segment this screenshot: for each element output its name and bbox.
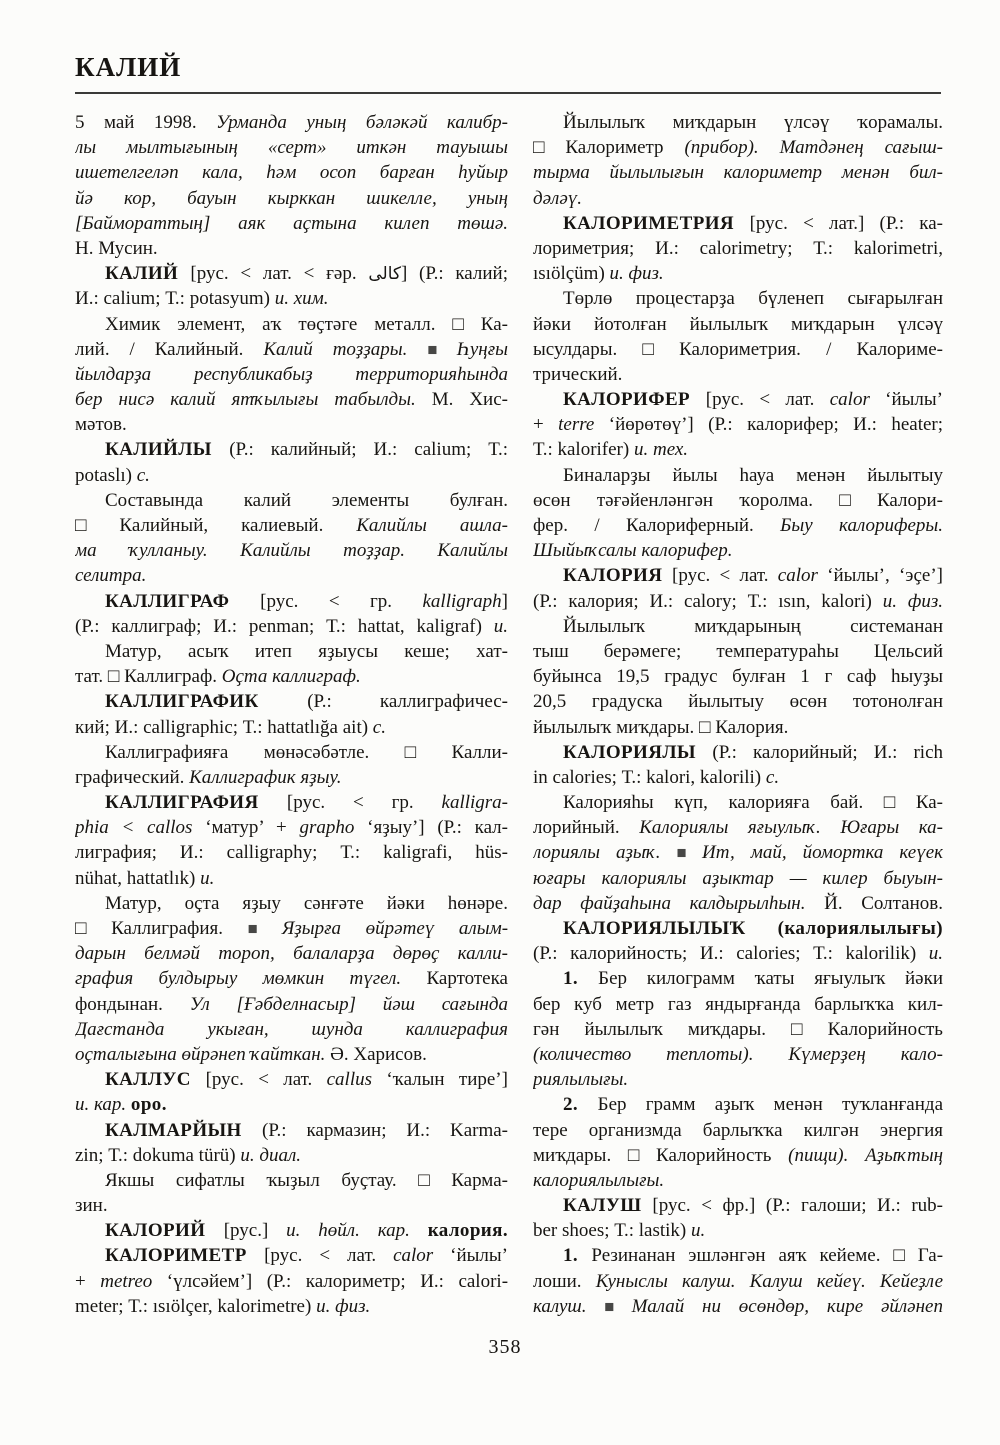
text-line xyxy=(75,186,508,211)
header-rule xyxy=(75,92,941,94)
text-segment: гән йылылыҡ миҡдары. □ Калорийность xyxy=(533,1018,943,1040)
text-segment: Яҙырға өйрәтеү алым- xyxy=(281,918,508,939)
text-segment: □ Каллиграфия. xyxy=(75,918,248,939)
text-line xyxy=(533,614,943,639)
text-segment: дар файҙаһына калдырылһын. xyxy=(533,892,825,914)
text-line xyxy=(533,1193,943,1218)
text-segment: бер нисә калий ятҡылығы табылды. xyxy=(75,389,432,411)
text-segment: КАЛЛИГРАФ xyxy=(105,590,261,612)
text-line xyxy=(75,715,508,740)
text-line xyxy=(533,312,943,337)
text-line xyxy=(75,236,508,261)
text-segment: 5 май 1998. xyxy=(75,112,217,133)
text-segment: оро. xyxy=(130,1094,167,1116)
text-segment: КАЛЛИГРАФИК xyxy=(105,691,308,713)
text-segment: 1. xyxy=(563,1245,592,1267)
text-segment: in calories; Т.: kalori, kalorili) xyxy=(533,766,766,788)
text-segment: Бер грамм аҙыҡ менән туҡланғанда xyxy=(597,1094,943,1116)
text-line xyxy=(75,891,508,916)
text-segment: Матур, оҫта яҙыу сәнғәте йәки һөнәре. xyxy=(105,892,508,914)
text-segment: Йылылыҡ миҡдарының системанан xyxy=(563,615,943,637)
text-segment: ‘йылы’, ‘эҫе’] xyxy=(827,565,943,587)
text-segment: zin; Т.: dokuma türü) xyxy=(75,1144,241,1166)
text-segment: (Р.: калория; И.: calory; Т.: ısın, kalori) xyxy=(533,590,883,612)
text-segment: Каллиграфияға мөнәсәбәтле. □ Калли- xyxy=(105,741,508,763)
text-line xyxy=(75,312,508,337)
text-segment: (пищи). Аҙыҡтың xyxy=(788,1144,943,1166)
text-segment: [рус. < лат. xyxy=(705,389,830,411)
text-line xyxy=(533,1168,943,1193)
text-segment: [рус. < гр. xyxy=(260,590,423,612)
text-line xyxy=(75,689,508,714)
text-segment: калория. xyxy=(427,1220,508,1242)
text-line xyxy=(533,790,943,815)
text-line xyxy=(533,639,943,664)
text-line xyxy=(75,538,508,563)
text-segment: ‘йөрөтөү’] (Р.: калорифер; И.: heater; xyxy=(608,414,943,436)
text-segment: лориялы аҙыҡ. xyxy=(533,842,677,864)
text-segment: (Р.: кармазин; И.: Karma- xyxy=(262,1119,508,1141)
text-line xyxy=(533,362,943,387)
text-segment: Быу калориферы. xyxy=(780,515,943,536)
text-segment: [рус. < лат.] (Р.: ка- xyxy=(749,212,943,234)
text-line xyxy=(75,412,508,437)
text-segment: КАЛОРИЯЛЫЛЫҠ (калориялылығы) xyxy=(563,918,943,939)
text-segment: (количество теплоты). Күмерҙең кало- xyxy=(533,1043,943,1065)
dictionary-column-left xyxy=(75,110,508,1319)
text-line xyxy=(75,1118,508,1143)
text-segment: (Р.: калийный; И.: calium; Т.: xyxy=(229,439,508,461)
text-line xyxy=(75,437,508,462)
text-line xyxy=(75,1243,508,1268)
text-line xyxy=(75,1168,508,1193)
text-segment: Ә. Харисов. xyxy=(330,1043,427,1065)
text-segment: фер. / Калориферный. xyxy=(533,515,781,536)
text-line xyxy=(75,1193,508,1218)
text-line xyxy=(533,186,943,211)
text-segment: ма ҡулланыу. Калийлы тоҙҙар. Калийлы xyxy=(75,540,508,562)
text-segment: лориметрия; И.: calorimetry; Т.: kalorimetri, xyxy=(533,237,943,259)
text-line xyxy=(75,941,508,966)
page-number: 358 xyxy=(488,1336,522,1358)
text-line xyxy=(75,992,508,1017)
text-line xyxy=(75,966,508,991)
text-segment: Й. Солтанов. xyxy=(824,892,943,914)
text-line xyxy=(533,538,943,563)
text-line xyxy=(533,815,943,840)
text-line xyxy=(75,614,508,639)
filled-square-marker: ■ xyxy=(676,843,703,863)
text-segment: КАЛЛИГРАФИЯ xyxy=(105,792,287,814)
text-segment: М. Хис- xyxy=(431,389,508,411)
text-segment: Ит, май, йомортка кеүек xyxy=(702,842,943,864)
text-segment: [рус.] xyxy=(223,1220,287,1242)
text-line xyxy=(533,488,943,513)
text-segment: + xyxy=(533,414,559,436)
text-segment: [рус. < гр. xyxy=(286,792,442,814)
text-line xyxy=(75,463,508,488)
text-segment: йылдарҙа республикабыҙ территорияһында xyxy=(75,363,508,385)
text-segment: КАЛУШ xyxy=(563,1195,653,1217)
text-segment: □ Калориметр xyxy=(533,137,685,159)
text-segment: графический. xyxy=(75,766,190,788)
text-segment: (Р.: калорийный; И.: rich xyxy=(712,741,943,763)
text-line xyxy=(75,1294,508,1319)
text-line xyxy=(533,236,943,261)
text-segment: (Р.: калорийность; И.: calories; Т.: kalorilik) xyxy=(533,943,929,965)
text-segment: и. һөйл. кар. xyxy=(286,1220,428,1242)
text-line xyxy=(75,1269,508,1294)
text-segment: тере организмда барлыҡҡа килгән энергия xyxy=(533,1119,943,1141)
text-line xyxy=(75,1067,508,1092)
text-line xyxy=(75,563,508,588)
text-line xyxy=(75,916,508,941)
text-segment: и. xyxy=(493,615,508,637)
text-segment: кий; И.: calligraphic; Т.: hattatlığa ait) xyxy=(75,716,373,738)
text-segment: Бер килограмм ҡаты яғыулыҡ йәки xyxy=(598,968,943,990)
text-segment: phia < callos xyxy=(75,817,206,839)
text-segment: Матур, асыҡ итеп яҙыусы кеше; хат- xyxy=(105,640,508,662)
text-segment: ısıölçüm) xyxy=(533,263,610,285)
text-segment: лоши. xyxy=(533,1270,596,1292)
text-segment: Резинанан эшләнгән аяҡ кейеме. □ Га- xyxy=(591,1245,943,1267)
text-line xyxy=(533,337,943,362)
text-line xyxy=(75,589,508,614)
text-line xyxy=(533,941,943,966)
text-segment: и. xyxy=(200,867,215,889)
text-segment: + xyxy=(75,1270,101,1292)
text-line xyxy=(533,891,943,916)
text-segment: calor xyxy=(829,389,886,411)
text-segment: КАЛОРИЯ xyxy=(563,565,672,587)
text-segment: И.: calium; Т.: potasyum) xyxy=(75,288,275,310)
text-line xyxy=(533,1067,943,1092)
text-segment: КАЛОРИЙ xyxy=(105,1220,224,1242)
text-segment: nühat, hattatlık) xyxy=(75,867,201,889)
text-segment: ] xyxy=(501,590,508,612)
text-line xyxy=(75,387,508,412)
text-line xyxy=(75,1143,508,1168)
text-segment: и. xyxy=(928,943,943,965)
text-segment: grapho xyxy=(299,817,368,839)
text-line xyxy=(533,1294,943,1319)
text-segment: kalligraph xyxy=(422,590,502,612)
text-segment: КАЛОРИМЕТРИЯ xyxy=(563,212,750,234)
text-segment: (Р.: каллиграфичес- xyxy=(307,691,508,713)
text-segment: Куныслы калуш. Калуш кейеү. Кейеҙле xyxy=(595,1270,943,1292)
text-line xyxy=(75,790,508,815)
text-line xyxy=(533,1118,943,1143)
text-line xyxy=(75,337,508,362)
text-segment: трический. xyxy=(533,363,623,385)
text-segment: Һуңғы xyxy=(456,338,508,360)
text-segment: Составында калий элементы булған. xyxy=(105,489,508,511)
text-line xyxy=(533,135,943,160)
text-segment: kalligra- xyxy=(441,792,508,814)
text-segment: Каллиграфик яҙыу. xyxy=(189,766,342,788)
text-segment: Төрлө процестарҙа бүленеп сығарылған xyxy=(563,288,943,310)
text-line xyxy=(533,1017,943,1042)
text-segment: тат. □ Каллиграф. xyxy=(75,666,222,688)
text-segment: тырма йылылығын калориметр менән бил- xyxy=(533,162,943,184)
text-segment: Якшы сифатлы ҡыҙыл буҫтау. □ Карма- xyxy=(105,1169,508,1191)
text-line xyxy=(533,664,943,689)
text-segment: Урманда уның бәләкәй калибр- xyxy=(216,112,508,133)
text-line xyxy=(75,815,508,840)
text-segment: дарын белмәй тороп, балаларҙа дөрөҫ калли- xyxy=(75,943,508,965)
text-line xyxy=(533,1143,943,1168)
text-segment: (прибор). Матдәнең сағыш- xyxy=(684,137,943,159)
text-line xyxy=(75,765,508,790)
text-line xyxy=(533,866,943,891)
text-segment: и. xyxy=(690,1220,706,1242)
text-segment: [Баймораттың] аяк аҫтына килеп төшә. xyxy=(75,212,508,234)
text-segment: дәләү. xyxy=(533,187,583,209)
text-line xyxy=(533,513,943,538)
text-line xyxy=(75,840,508,865)
text-segment: и. кар. xyxy=(75,1094,131,1116)
text-segment: с. xyxy=(136,464,150,486)
text-line xyxy=(533,589,943,614)
text-line xyxy=(533,740,943,765)
text-segment: [рус. < лат. < ғәр. xyxy=(190,263,369,285)
text-line xyxy=(533,412,943,437)
text-segment: лы мылтығының «серт» иткән тауышы xyxy=(75,137,508,159)
text-line xyxy=(533,689,943,714)
text-segment: зин. xyxy=(75,1195,108,1217)
text-segment: риялылығы. xyxy=(533,1069,629,1091)
text-segment: Ул [Ғәбделнасыр] йәш сағында xyxy=(189,993,508,1015)
text-segment: 20,5 градуска йылытыу өсөн тотонолған xyxy=(533,691,943,713)
text-line xyxy=(533,160,943,185)
text-line xyxy=(533,110,943,135)
text-segment: ‘йылы’ xyxy=(450,1245,508,1267)
text-segment: Йылылыҡ миҡдарын үлсәү ҡорамалы. xyxy=(563,112,943,133)
text-line xyxy=(533,840,943,865)
text-segment: (Р.: каллиграф; И.: penman; Т.: hattat, kaligraf) xyxy=(75,615,494,637)
dictionary-column-right xyxy=(533,110,943,1319)
text-segment: фондынан. xyxy=(75,993,190,1015)
text-segment: potaslı) xyxy=(75,464,137,486)
text-line xyxy=(533,765,943,790)
text-segment: ‘яҙыу’] (Р.: кал- xyxy=(367,817,508,839)
text-segment: Калорияһы күп, калорияға бай. □ Ка- xyxy=(563,792,943,814)
text-line xyxy=(75,488,508,513)
text-line xyxy=(75,639,508,664)
running-head: КАЛИЙ xyxy=(75,52,182,82)
text-line xyxy=(533,992,943,1017)
text-segment: КАЛОРИМЕТР xyxy=(105,1245,265,1267)
text-segment: Калийлы ашла- xyxy=(356,515,508,536)
text-line xyxy=(75,664,508,689)
text-line xyxy=(75,160,508,185)
text-line xyxy=(533,1243,943,1268)
text-line xyxy=(75,211,508,236)
text-segment: КАЛИЙЛЫ xyxy=(105,439,230,461)
text-segment: юғары калориялы аҙыктар — килер быуын- xyxy=(533,867,943,889)
text-line xyxy=(75,135,508,160)
text-line xyxy=(533,563,943,588)
text-line xyxy=(75,110,508,135)
text-segment: графия булдырыу мөмкин түгел. xyxy=(75,968,427,990)
text-segment: كالى xyxy=(368,264,401,285)
text-segment: Калий тоҙҙары. xyxy=(263,338,428,360)
text-line xyxy=(75,1092,508,1117)
filled-square-marker: ■ xyxy=(604,1296,632,1316)
text-segment: КАЛИЙ xyxy=(105,263,191,285)
text-line xyxy=(533,916,943,941)
text-segment: callus xyxy=(326,1069,387,1091)
text-line xyxy=(75,866,508,891)
text-segment: Шыйыҡсалы калорифер. xyxy=(533,540,733,562)
text-segment: ber shoes; Т.: lastik) xyxy=(533,1220,691,1242)
text-segment: йә кор, бауын кырккан шикелле, уның xyxy=(75,187,508,209)
text-line xyxy=(533,1218,943,1243)
text-segment: ] (Р.: калий; xyxy=(400,263,508,285)
text-line xyxy=(75,261,508,286)
text-segment: □ Калийный, калиевый. xyxy=(75,515,357,536)
text-segment: миҡдары. □ Калорийность xyxy=(533,1144,789,1166)
text-segment: бер куб метр газ яндырғанда барлыҡҡа кил- xyxy=(533,993,943,1015)
text-segment: Т.: kalorifer) xyxy=(533,439,634,461)
text-line xyxy=(533,437,943,462)
text-segment: КАЛОРИФЕР xyxy=(563,389,706,411)
text-segment: ‘ҡалын тире’] xyxy=(386,1069,508,1091)
text-line xyxy=(533,715,943,740)
text-line xyxy=(533,463,943,488)
text-segment: КАЛМАРЙЫН xyxy=(105,1119,263,1141)
text-segment: ‘матур’ + xyxy=(205,817,300,839)
text-segment: Оҫта каллиграф. xyxy=(221,666,361,688)
text-segment: лиграфия; И.: calligraphy; Т.: kaligrafi, hüs- xyxy=(75,842,508,864)
text-segment: Н. Мусин. xyxy=(75,237,158,259)
text-segment: селитра. xyxy=(75,565,147,587)
text-segment: с. xyxy=(765,766,780,788)
text-line xyxy=(75,740,508,765)
text-segment: Дағстанда укыған, шунда каллиграфия xyxy=(75,1018,508,1040)
text-segment: [рус. < лат. xyxy=(672,565,778,587)
text-segment: КАЛЛУС xyxy=(105,1069,206,1091)
text-segment: и. хим. xyxy=(274,288,329,310)
text-line xyxy=(533,1042,943,1067)
text-segment: terre xyxy=(558,414,609,436)
text-segment: ысулдары. □ Калориметрия. / Калориме- xyxy=(533,338,943,360)
text-line xyxy=(75,1042,508,1067)
text-segment: өсөн тәғәйенләнгән ҡоролма. □ Калори- xyxy=(533,489,943,511)
text-line xyxy=(533,211,943,236)
text-line xyxy=(75,1218,508,1243)
text-segment: КАЛОРИЯЛЫ xyxy=(563,741,713,763)
text-segment: ишетелгеләп кала, һәм осоп барған һуйыр xyxy=(75,162,508,184)
text-segment: калориялылығы. xyxy=(533,1169,665,1191)
text-segment: и. тех. xyxy=(633,439,689,461)
text-segment: metreo xyxy=(100,1270,167,1292)
text-line xyxy=(533,286,943,311)
text-segment: калуш. xyxy=(533,1295,605,1317)
text-segment: мәтов. xyxy=(75,414,127,436)
text-segment: Малай ни өсөндөр, кире әйләнеп xyxy=(631,1295,943,1317)
text-segment: calor xyxy=(393,1245,451,1267)
text-segment: Биналарҙы йылы һауа менән йылытыу xyxy=(563,464,943,486)
text-line xyxy=(75,513,508,538)
text-line xyxy=(533,387,943,412)
text-line xyxy=(533,261,943,286)
text-segment: 2. xyxy=(563,1094,598,1116)
text-segment: и. физ. xyxy=(882,590,943,612)
text-segment: [рус. < лат. xyxy=(205,1069,327,1091)
text-segment: 1. xyxy=(563,968,599,990)
text-segment: буйынса 19,5 градус булған 1 г саф һыуҙы xyxy=(533,666,943,688)
text-line xyxy=(533,1092,943,1117)
text-segment: и. физ. xyxy=(609,263,664,285)
text-segment: и. физ. xyxy=(316,1295,371,1317)
text-segment: лий. / Калийный. xyxy=(75,338,264,360)
text-line xyxy=(75,362,508,387)
text-segment: лорийный. xyxy=(533,817,640,839)
filled-square-marker: ■ xyxy=(247,919,282,938)
text-segment: йәки йотолған йылылыҡ миҡдарын үлсәү xyxy=(533,313,943,335)
text-segment: Калориялы яғыулыҡ. Юғары ка- xyxy=(639,817,943,839)
text-line xyxy=(75,1017,508,1042)
text-segment: оҫталығына өйрәнеп ҡайткан. xyxy=(75,1043,331,1065)
text-segment: calor xyxy=(777,565,828,587)
text-segment: Химик элемент, аҡ төҫтәге металл. □ Ка- xyxy=(105,313,508,335)
text-segment: ‘үлсәйем’] (Р.: калориметр; И.: calori- xyxy=(166,1270,508,1292)
text-segment: [рус. < фр.] (Р.: галоши; И.: rub- xyxy=(652,1195,943,1217)
text-segment: и. диал. xyxy=(240,1144,302,1166)
text-line xyxy=(533,966,943,991)
text-segment: Картотека xyxy=(426,968,508,990)
text-segment: [рус. < лат. xyxy=(264,1245,394,1267)
text-line xyxy=(75,286,508,311)
text-segment: ‘йылы’ xyxy=(885,389,943,411)
text-segment: тыш берәмеге; температураһы Цельсий xyxy=(533,640,943,662)
text-line xyxy=(533,1269,943,1294)
text-segment: йылылыҡ миҡдары. □ Калория. xyxy=(533,716,789,738)
text-segment: с. xyxy=(372,716,386,738)
text-segment: meter; Т.: ısıölçer, kalorimetre) xyxy=(75,1295,317,1317)
filled-square-marker: ■ xyxy=(427,339,457,359)
